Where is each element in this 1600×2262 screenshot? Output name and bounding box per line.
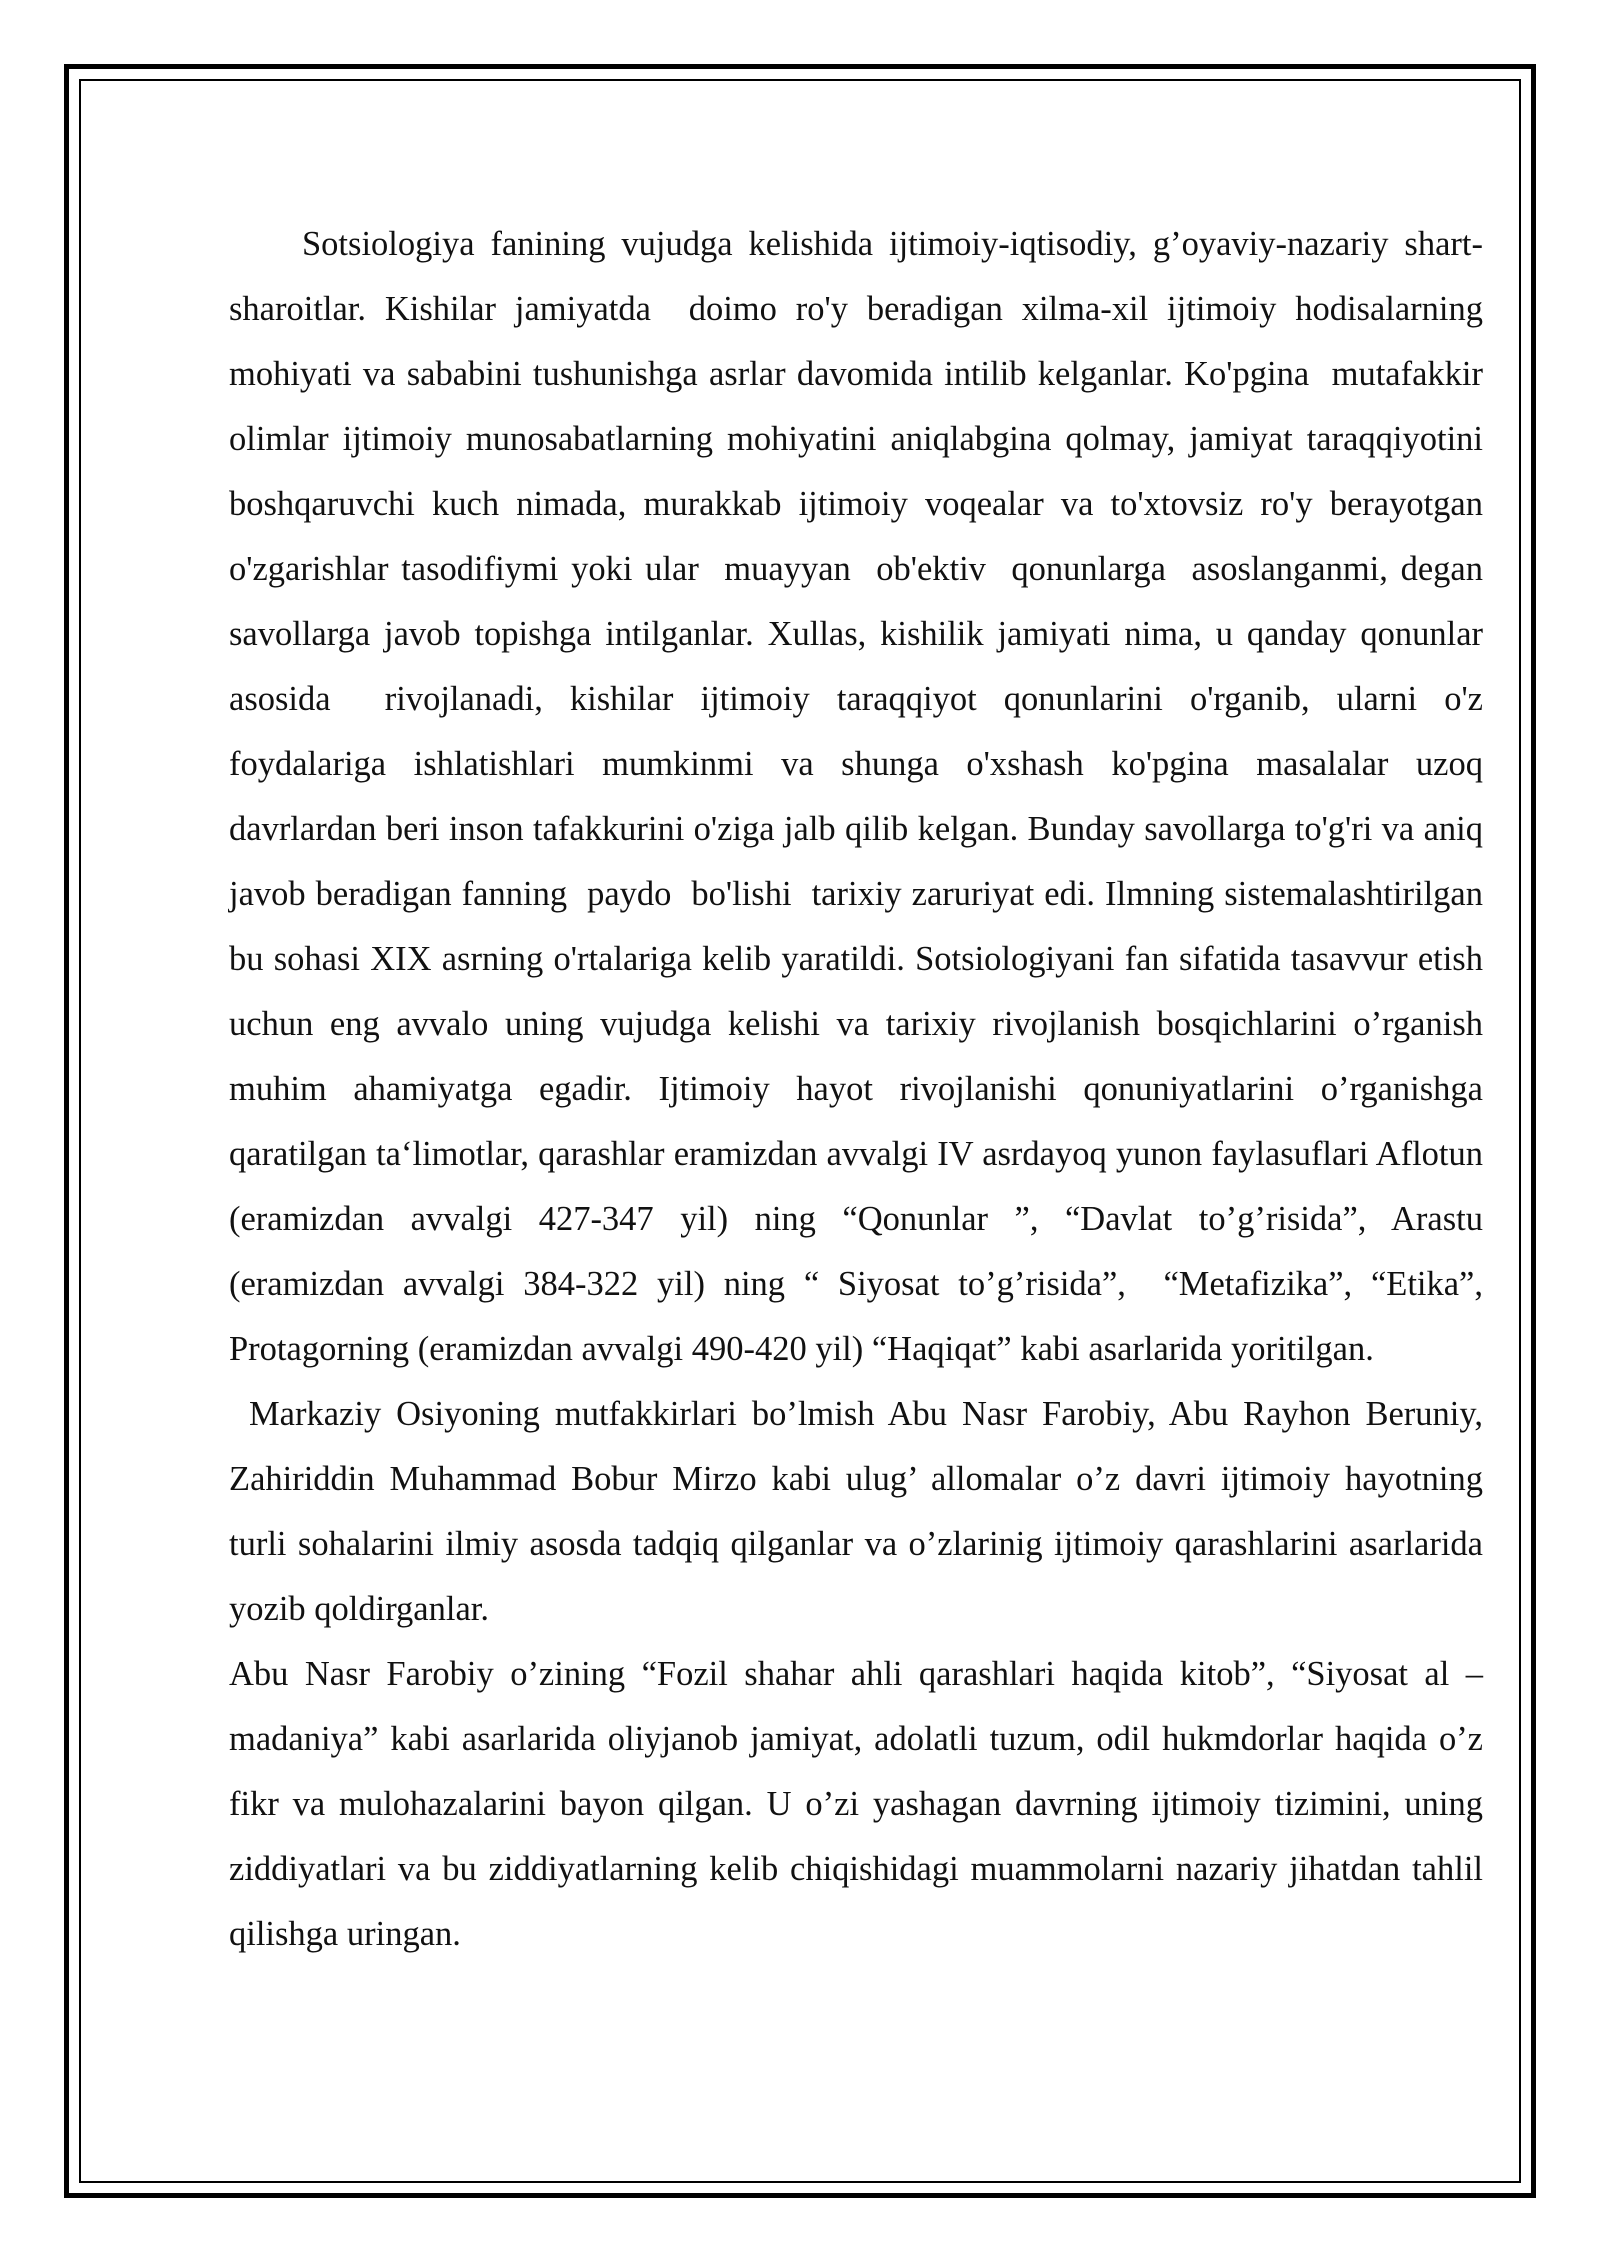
paragraph-central-asian-thinkers: Markaziy Osiyoning mutfakkirlari bo’lmish Abu Nasr Farobiy, Abu Rayhon Beruniy, Zahiriddin Muhammad Bobur Mirzo kabi ulug’ allomalar o’z davri ijtimoiy hayotning turli sohalarini ilmiy asosda tadqiq qilganlar va o’zlarinig ijtimoiy qarashlarini asarlarida yozib qoldirganlar. bbox=[229, 1395, 1492, 1628]
document-body bbox=[229, 212, 1501, 1967]
paragraph-farobiy: Abu Nasr Farobiy o’zining “Fozil shahar ahli qarashlari haqida kitob”, “Siyosat al – madaniya” kabi asarlarida oliyjanob jamiyat, adolatli tuzum, odil hukmdorlar haqida o’z fikr va mulohazalarini bayon qilgan. U o’zi yashagan davrning ijtimoiy tizimini, uning ziddiyatlari va bu ziddiyatlarning kelib chiqishidagi muammolarni nazariy jihatdan tahlil qilishga uringan. bbox=[229, 1655, 1492, 1953]
paragraph-sotsiologiya-history: Sotsiologiya fanining vujudga kelishida ijtimoiy-iqtisodiy, g’oyaviy-nazariy shart-sharoitlar. Kishilar jamiyatda doimo ro'y beradigan xilma-xil ijtimoiy hodisalarning mohiyati va sababini tushunishga asrlar davomida intilib kelganlar. Ko'pgina mutafakkir olimlar ijtimoiy munosabatlarning mohiyatini aniqlabgina qolmay, jamiyat taraqqiyotini boshqaruvchi kuch nimada, murakkab ijtimoiy voqealar va to'xtovsiz ro'y berayotgan o'zgarishlar tasodifiymi yoki ular muayyan ob'ektiv qonunlarga asoslanganmi, degan savollarga javob topishga intilganlar. Xullas, kishilik jamiyati nima, u qanday qonunlar asosida rivojlanadi, kishilar ijtimoiy taraqqiyot qonunlarini o'rganib, ularni o'z foydalariga ishlatishlari mumkinmi va shunga o'xshash ko'pgina masalalar uzoq davrlardan beri inson tafakkurini o'ziga jalb qilib kelgan. Bunday savollarga to'g'ri va aniq javob beradigan fanning paydo bo'lishi tarixiy zaruriyat edi. Ilmning sistemalashtirilgan bu sohasi XIX asrning o'rtalariga kelib yaratildi. Sotsiologiyani fan sifatida tasavvur etish uchun eng avvalo uning vujudga kelishi va tarixiy rivojlanish bosqichlarini o’rganish muhim ahamiyatga egadir. Ijtimoiy hayot rivojlanishi qonuniyatlarini o’rganishga qaratilgan ta‘limotlar, qarashlar eramizdan avvalgi IV asrdayoq yunon faylasuflari Aflotun (eramizdan avvalgi 427-347 yil) ning “Qonunlar ”, “Davlat to’g’risida”, Arastu (eramizdan avvalgi 384-322 yil) ning “ Siyosat to’g’risida”, “Metafizika”, “Etika”, Protagorning (eramizdan avvalgi 490-420 yil) “Haqiqat” kabi asarlarida yoritilgan. bbox=[229, 225, 1501, 1368]
